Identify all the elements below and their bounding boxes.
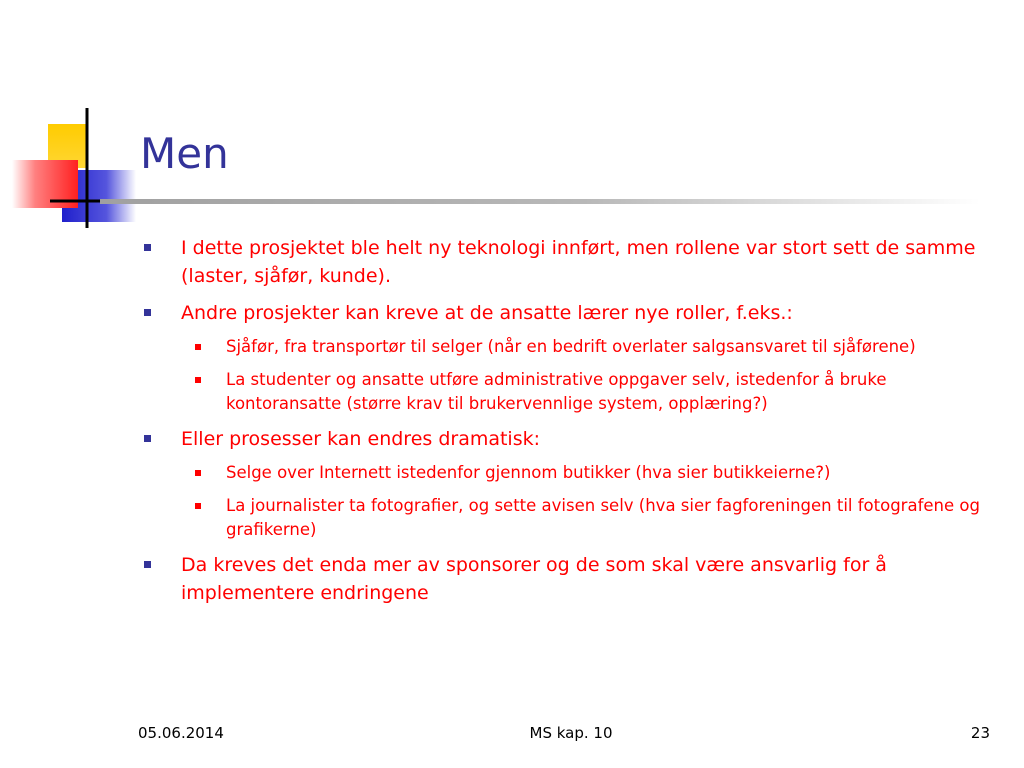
- footer-title: MS kap. 10: [529, 724, 613, 742]
- decorative-logo-graphic: [0, 0, 140, 240]
- square-bullet-icon: [195, 503, 201, 509]
- bullet-text: Andre prosjekter kan kreve at de ansatte lærer nye roller, f.eks.:: [181, 302, 793, 324]
- slide-body: [138, 234, 998, 616]
- footer-date: 05.06.2014: [138, 724, 224, 742]
- sub-bullet-item: [138, 368, 998, 416]
- square-bullet-icon: [144, 561, 151, 568]
- slide-title: Men: [140, 129, 229, 178]
- square-bullet-icon: [195, 344, 201, 350]
- sub-bullet-text: La journalister ta fotografier, og sette avisen selv (hva sier fagforeningen til fotografene og grafikerne): [226, 496, 980, 539]
- bullet-item: [138, 425, 998, 453]
- sub-bullet-item: [138, 461, 998, 485]
- sub-bullet-item: [138, 494, 998, 542]
- sub-bullet-text: La studenter og ansatte utføre administrative oppgaver selv, istedenfor å bruke kontoransatte (større krav til brukervennlige system, opplæring?): [226, 370, 887, 413]
- square-bullet-icon: [144, 244, 151, 251]
- sub-bullet-item: [138, 335, 998, 359]
- bullet-text: Da kreves det enda mer av sponsorer og de som skal være ansvarlig for å implementere endringene: [181, 554, 887, 604]
- bullet-item: [138, 299, 998, 327]
- bullet-text: I dette prosjektet ble helt ny teknologi innført, men rollene var stort sett de samme (laster, sjåfør, kunde).: [181, 237, 976, 287]
- bullet-item: [138, 551, 998, 607]
- bullet-text: Eller prosesser kan endres dramatisk:: [181, 428, 541, 450]
- sub-bullet-text: Sjåfør, fra transportør til selger (når en bedrift overlater salgsansvaret til sjåførene): [226, 337, 916, 356]
- sub-bullet-text: Selge over Internett istedenfor gjennom butikker (hva sier butikkeierne?): [226, 463, 831, 482]
- bullet-item: [138, 234, 998, 290]
- square-bullet-icon: [195, 470, 201, 476]
- square-bullet-icon: [144, 435, 151, 442]
- title-divider: [100, 199, 980, 204]
- square-bullet-icon: [144, 309, 151, 316]
- square-bullet-icon: [195, 377, 201, 383]
- page-number: 23: [970, 724, 990, 742]
